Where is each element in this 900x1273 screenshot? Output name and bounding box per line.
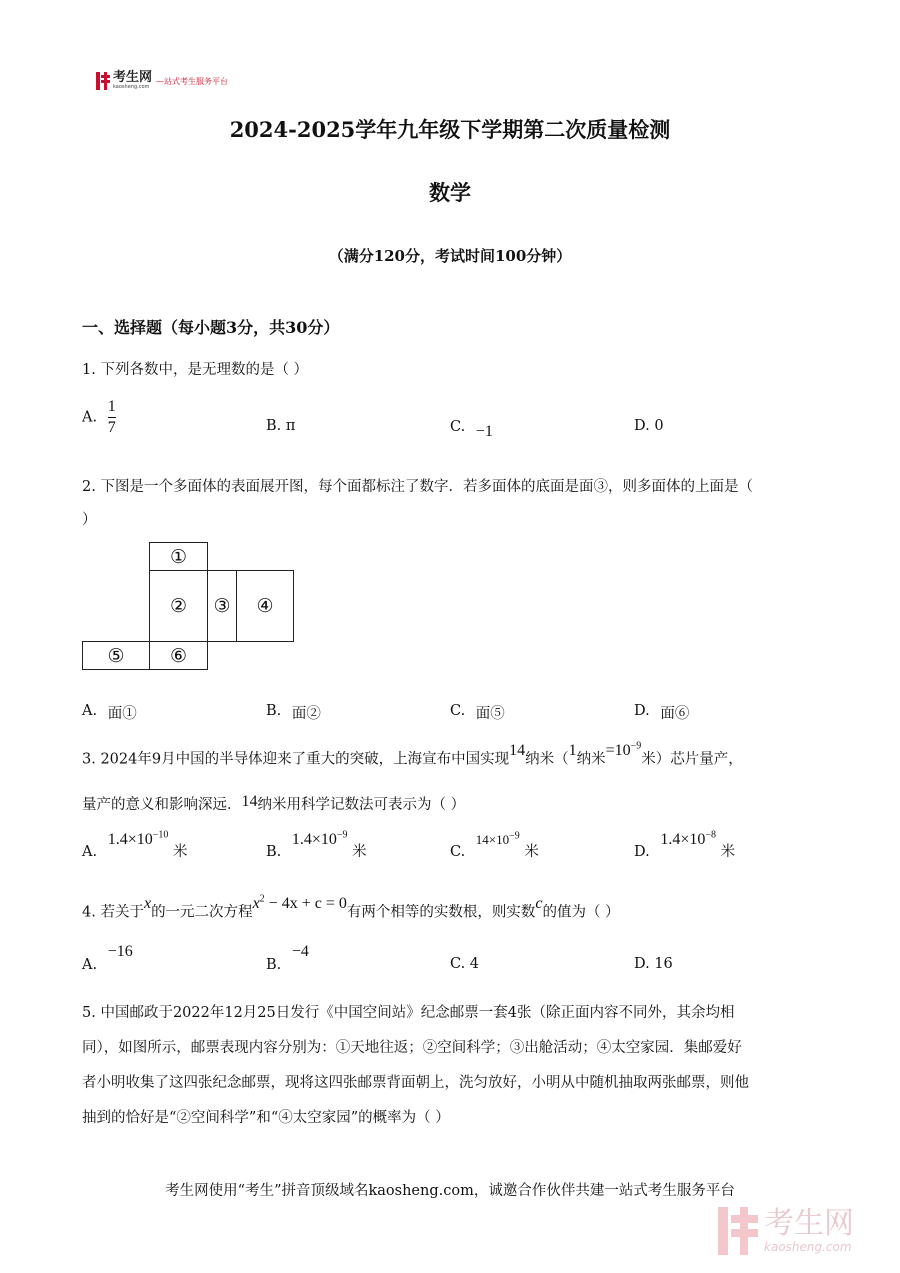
q3-option-a-value <box>108 831 169 848</box>
q3-option-a-base: 1.4×10 <box>107 831 153 848</box>
q3-option-b-unit: 米 <box>352 844 367 860</box>
q4-text-part-a: 4. 若关于 <box>82 904 144 921</box>
q4-text-part-b: 的一元二次方程 <box>151 904 253 921</box>
exam-note: （满分120分，考试时间100分钟） <box>328 247 572 265</box>
watermark-icon <box>718 1207 758 1255</box>
polyhedron-net-figure <box>82 542 294 670</box>
q4-option-b <box>266 943 309 973</box>
watermark-logo <box>718 1207 854 1255</box>
q1-option-c <box>450 418 493 440</box>
net-face-4: ④ <box>236 570 294 642</box>
q3-text-part-b: 纳米（ <box>525 751 569 768</box>
q4-option-b-value: −4 <box>291 943 309 960</box>
net-face-5: ⑤ <box>82 641 150 670</box>
q1-option-c-value: −1 <box>475 423 493 440</box>
page-footer: 考生网使用“考生”拼音顶级域名kaosheng.com，诚邀合作伙伴共建一站式考生服务平台 <box>165 1183 735 1199</box>
q3-equation-base: =10 <box>605 742 631 760</box>
q1-option-a <box>82 398 116 437</box>
brand-domain: kaosheng.com <box>113 84 150 90</box>
brand-slogan: —站式考生服务平台 <box>156 76 229 86</box>
brand-logo-icon <box>96 72 110 90</box>
question-3-text-line2 <box>82 795 465 815</box>
q2-option-b-value: 面② <box>291 706 321 722</box>
q4-equation <box>253 895 347 912</box>
exam-title: 2024-2025学年九年级下学期第二次质量检测 <box>229 117 671 142</box>
question-2-text-cont: ） <box>82 512 97 528</box>
q4-option-a-label: A. <box>82 957 98 973</box>
q1-option-b: B. π <box>266 418 296 434</box>
brand-logo <box>96 72 228 90</box>
q3-option-c-exp: −9 <box>509 830 520 842</box>
q3-option-c-value <box>476 832 520 847</box>
q4-equation-square: 2 <box>259 894 265 905</box>
q3-option-c-label: C. <box>450 844 466 860</box>
q3-option-d-base: 1.4×10 <box>660 831 706 848</box>
fraction-numerator: 1 <box>107 398 116 415</box>
q3-option-b-value <box>292 831 348 848</box>
q3-option-b <box>266 828 367 860</box>
q3-option-b-base: 1.4×10 <box>291 831 337 848</box>
q4-equation-rest: − 4x + c = 0 <box>268 895 347 913</box>
q3-option-a <box>82 828 188 860</box>
question-3-text <box>82 741 743 769</box>
q3-option-b-label: B. <box>266 844 282 860</box>
q3-number-1: 1 <box>568 742 577 760</box>
q4-option-a <box>82 943 133 973</box>
q1-option-c-label: C. <box>450 419 466 435</box>
q4-option-a-value: −16 <box>107 943 133 960</box>
q3-line2-part-a: 量产的意义和影响深远． <box>82 797 242 813</box>
q4-option-b-label: B. <box>266 957 282 973</box>
q3-option-b-exp: −9 <box>336 829 348 841</box>
q4-text-part-c: 有两个相等的实数根，则实数 <box>346 904 536 921</box>
q3-option-d <box>634 828 736 860</box>
q3-option-a-exp: −10 <box>152 829 169 841</box>
q4-var-c: c <box>535 895 543 913</box>
q4-equation-x: x <box>252 895 260 913</box>
q1-option-a-label: A. <box>82 409 98 426</box>
net-face-3: ③ <box>207 570 237 642</box>
q3-option-d-value <box>660 831 716 848</box>
q3-option-c <box>450 828 539 860</box>
net-face-1: ① <box>149 542 208 571</box>
question-4-text <box>82 894 620 922</box>
q4-option-c: C. 4 <box>450 956 480 972</box>
q3-text-part-c: 纳米 <box>576 751 606 768</box>
q4-text-part-d: 的值为（ ） <box>542 904 620 921</box>
q3-text-part-a: 3. 2024年9月中国的半导体迎来了重大的突破，上海宣布中国实现 <box>82 751 510 768</box>
watermark-name: 考生网 <box>764 1206 854 1241</box>
q2-option-b-label: B. <box>266 703 282 719</box>
q1-option-d: D. 0 <box>634 418 664 434</box>
q2-option-c <box>450 699 505 720</box>
q3-option-a-label: A. <box>82 844 98 860</box>
q2-option-a-value: 面① <box>107 706 137 722</box>
q2-option-c-value: 面⑤ <box>475 706 505 722</box>
q2-option-d-value: 面⑥ <box>660 706 690 722</box>
q3-option-c-base: 14×10 <box>475 832 510 847</box>
q3-equation <box>606 742 642 759</box>
section-title: 一、选择题（每小题3分，共30分） <box>82 318 340 337</box>
q3-line2-number: 14 <box>241 793 258 810</box>
q3-line2-part-b: 纳米用科学记数法可表示为（ ） <box>257 797 466 813</box>
q3-equation-exp: −9 <box>630 741 642 752</box>
question-5-line-2: 同），如图所示，邮票表现内容分别为：①天地往返；②空间科学；③出舱活动；④太空家园．集邮爱好 <box>82 1040 742 1056</box>
q2-option-b <box>266 699 321 720</box>
q3-option-a-unit: 米 <box>172 844 188 860</box>
q2-option-d-label: D. <box>634 703 650 719</box>
q4-option-d: D. 16 <box>634 956 673 972</box>
brand-name: 考生网 <box>113 70 153 85</box>
q2-option-c-label: C. <box>450 703 466 719</box>
q3-text-part-d: 米）芯片量产， <box>641 751 743 768</box>
question-1-text: 1. 下列各数中，是无理数的是（ ） <box>82 362 309 378</box>
q3-option-c-unit: 米 <box>524 844 539 860</box>
q2-option-a <box>82 699 137 720</box>
q3-number-14: 14 <box>509 742 526 760</box>
q4-var-x: x <box>143 895 152 913</box>
net-face-2: ② <box>149 570 208 642</box>
watermark-domain: kaosheng.com <box>764 1240 852 1254</box>
q3-option-d-label: D. <box>634 844 650 860</box>
question-5-line-4: 抽到的恰好是“②空间科学”和“④太空家园”的概率为（ ） <box>82 1110 450 1126</box>
net-face-6: ⑥ <box>149 641 208 670</box>
q3-option-d-exp: −8 <box>705 829 716 841</box>
question-5-line-1: 5. 中国邮政于2022年12月25日发行《中国空间站》纪念邮票一套4张（除正面内容不同外，其余均相 <box>82 1005 735 1021</box>
question-5-line-3: 者小明收集了这四张纪念邮票，现将这四张邮票背面朝上，洗匀放好，小明从中随机抽取两张邮票，则他 <box>82 1075 749 1091</box>
question-2-text: 2. 下图是一个多面体的表面展开图，每个面都标注了数字．若多面体的底面是面③，则多面体的上面是（ <box>82 479 753 495</box>
q2-option-d <box>634 699 689 720</box>
q2-option-a-label: A. <box>82 703 98 719</box>
fraction-denominator: 7 <box>107 419 116 436</box>
q3-option-d-unit: 米 <box>720 844 736 860</box>
q1-option-a-fraction <box>108 398 116 437</box>
exam-subject: 数学 <box>429 180 471 205</box>
